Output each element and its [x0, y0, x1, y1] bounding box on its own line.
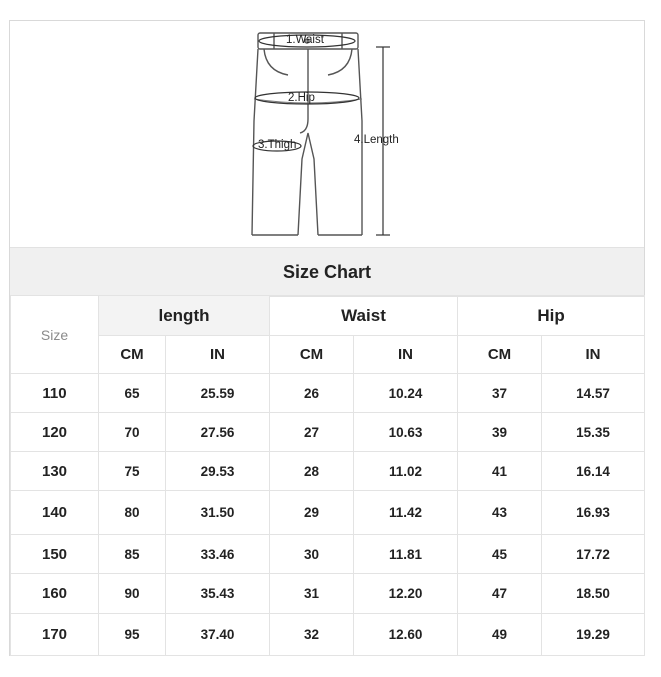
- hip-cm-cell: 49: [458, 614, 542, 656]
- unit-header: CM: [99, 336, 166, 374]
- table-row: [11, 374, 645, 413]
- hip-cm-cell: 45: [458, 535, 542, 574]
- waist-cm-cell: 26: [270, 374, 354, 413]
- unit-header: CM: [458, 336, 542, 374]
- hip-in-cell: 17.72: [542, 535, 645, 574]
- waist-in-cell: 12.20: [354, 574, 458, 614]
- group-header-row: [11, 296, 645, 336]
- size-cell: 150: [11, 535, 99, 574]
- size-column-header: Size: [11, 296, 99, 374]
- length-in-cell: 31.50: [166, 491, 270, 535]
- hip-cm-cell: 39: [458, 413, 542, 452]
- hip-label: 2.Hip: [288, 92, 315, 104]
- size-cell: 110: [11, 374, 99, 413]
- hip-cm-cell: 37: [458, 374, 542, 413]
- waist-label: 1.Waist: [286, 34, 324, 46]
- hip-group-header: Hip: [458, 296, 645, 336]
- unit-header: IN: [354, 336, 458, 374]
- hip-in-cell: 14.57: [542, 374, 645, 413]
- pants-measurement-diagram: [10, 21, 644, 246]
- length-cm-cell: 90: [99, 574, 166, 614]
- table-row: [11, 452, 645, 491]
- waist-in-cell: 11.42: [354, 491, 458, 535]
- pants-illustration: [10, 21, 644, 246]
- hip-in-cell: 15.35: [542, 413, 645, 452]
- waist-cm-cell: 32: [270, 614, 354, 656]
- hip-cm-cell: 41: [458, 452, 542, 491]
- length-cm-cell: 95: [99, 614, 166, 656]
- waist-in-cell: 10.63: [354, 413, 458, 452]
- length-in-cell: 27.56: [166, 413, 270, 452]
- length-cm-cell: 75: [99, 452, 166, 491]
- size-cell: 130: [11, 452, 99, 491]
- size-chart-card: [9, 20, 645, 656]
- table-row: [11, 574, 645, 614]
- waist-in-cell: 12.60: [354, 614, 458, 656]
- length-cm-cell: 65: [99, 374, 166, 413]
- hip-cm-cell: 43: [458, 491, 542, 535]
- size-cell: 120: [11, 413, 99, 452]
- hip-in-cell: 16.14: [542, 452, 645, 491]
- waist-cm-cell: 30: [270, 535, 354, 574]
- table-row: [11, 614, 645, 656]
- unit-header: IN: [542, 336, 645, 374]
- size-cell: 140: [11, 491, 99, 535]
- unit-header: CM: [270, 336, 354, 374]
- waist-cm-cell: 28: [270, 452, 354, 491]
- length-cm-cell: 80: [99, 491, 166, 535]
- size-cell: 160: [11, 574, 99, 614]
- table-row: [11, 413, 645, 452]
- length-cm-cell: 85: [99, 535, 166, 574]
- unit-header-row: [11, 336, 645, 374]
- size-table: [10, 295, 645, 656]
- length-label: 4.Length: [354, 134, 399, 146]
- waist-cm-cell: 29: [270, 491, 354, 535]
- waist-in-cell: 10.24: [354, 374, 458, 413]
- length-group-header: length: [99, 296, 270, 336]
- length-in-cell: 29.53: [166, 452, 270, 491]
- table-row: [11, 535, 645, 574]
- table-row: [11, 491, 645, 535]
- waist-in-cell: 11.02: [354, 452, 458, 491]
- length-cm-cell: 70: [99, 413, 166, 452]
- length-in-cell: 33.46: [166, 535, 270, 574]
- unit-header: IN: [166, 336, 270, 374]
- waist-cm-cell: 31: [270, 574, 354, 614]
- thigh-label: 3.Thigh: [258, 139, 297, 151]
- waist-cm-cell: 27: [270, 413, 354, 452]
- length-in-cell: 35.43: [166, 574, 270, 614]
- size-table-body: [11, 374, 645, 656]
- hip-in-cell: 16.93: [542, 491, 645, 535]
- waist-in-cell: 11.81: [354, 535, 458, 574]
- length-in-cell: 37.40: [166, 614, 270, 656]
- hip-in-cell: 18.50: [542, 574, 645, 614]
- waist-group-header: Waist: [270, 296, 458, 336]
- chart-title: Size Chart: [10, 247, 644, 297]
- hip-in-cell: 19.29: [542, 614, 645, 656]
- size-cell: 170: [11, 614, 99, 656]
- hip-cm-cell: 47: [458, 574, 542, 614]
- length-in-cell: 25.59: [166, 374, 270, 413]
